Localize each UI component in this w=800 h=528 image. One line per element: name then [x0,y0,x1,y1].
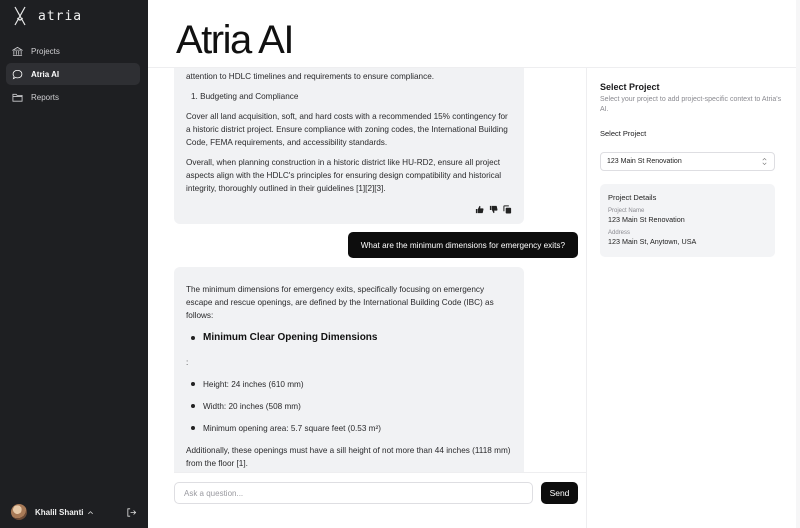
user-menu[interactable] [11,504,137,520]
assistant-message [174,68,524,224]
sidebar-nav [6,40,140,109]
composer-divider [174,472,586,473]
chat-bubble-icon [12,69,23,80]
message-text: What are the minimum dimensions for emergency exits? [360,240,565,250]
panel-title: Select Project [600,82,660,92]
message-text: : [186,358,189,367]
select-value: 123 Main St Renovation [607,158,682,165]
list-heading: Minimum Clear Opening Dimensions [191,331,512,344]
sidebar-item-projects[interactable] [6,40,140,62]
project-select[interactable] [600,152,775,171]
project-details-card [600,184,775,257]
page-title: Atria AI [176,18,293,62]
message-actions [475,205,512,214]
assistant-message [174,267,524,472]
avatar [11,504,27,520]
copy-icon[interactable] [503,205,512,214]
logo[interactable] [12,6,82,26]
details-title: Project Details [608,193,657,202]
list-item: Height: 24 inches (610 mm) [191,378,512,391]
project-panel [586,68,800,528]
atria-logo-icon [12,6,28,26]
send-button[interactable]: Send [541,482,578,504]
sidebar-item-reports[interactable] [6,86,140,108]
logout-icon[interactable] [126,507,137,518]
brand-name: atria [38,8,83,24]
project-name-value: 123 Main St Renovation [608,215,685,224]
sidebar-item-label: Projects [31,46,60,56]
answer-list [186,331,512,344]
message-text: Additionally, these openings must have a sill height of not more than 44 inches (1118 mm) from the floor [1]. [186,446,511,468]
select-label: Select Project [600,129,647,138]
thumbs-down-icon[interactable] [489,205,498,214]
list-item: 1. Budgeting and Compliance [191,92,299,101]
page-scrollbar[interactable] [796,0,800,528]
message-text: attention to HDLC timelines and requirements to ensure compliance. [186,72,435,81]
message-text: The minimum dimensions for emergency exits, specifically focusing on emergency escape and rescue openings, are defined by the International Building Code (IBC) as follows: [186,285,494,320]
chevron-up-down-icon [761,157,768,166]
address-label: Address [608,230,631,236]
question-input[interactable] [174,482,533,504]
thumbs-up-icon[interactable] [475,205,484,214]
chevron-up-icon [87,509,94,516]
sidebar-item-atria-ai[interactable] [6,63,140,85]
sidebar-item-label: Reports [31,92,60,102]
sidebar-item-label: Atria AI [31,69,60,79]
project-name-label: Project Name [608,208,645,214]
message-text: Cover all land acquisition, soft, and hard costs with a recommended 15% contingency for a historic district project. Ensure compliance with zoning codes, the International Building Code, FEMA requirements, and accessibility standards. [186,112,508,147]
list-item: Minimum opening area: 5.7 square feet (0.53 m²) [191,422,512,435]
list-item: Width: 20 inches (508 mm) [191,400,512,413]
message-text: Overall, when planning construction in a historic district like HU-RD2, ensure all project aspects align with the HDLC's principles for ensuring design compatibility and historical integrity, thoroughly outlined in their guidelines [1][2][3]. [186,158,502,193]
bank-icon [12,46,23,57]
panel-description: Select your project to add project-specific context to Atria's AI. [600,96,782,113]
composer [174,482,578,504]
sidebar [0,0,148,528]
user-name: Khalil Shanti [35,507,84,517]
dimension-list [186,378,512,435]
chat-thread[interactable] [174,68,586,472]
user-message [348,232,578,258]
folder-icon [12,92,23,103]
main-area [148,0,800,528]
address-value: 123 Main St, Anytown, USA [608,237,697,246]
